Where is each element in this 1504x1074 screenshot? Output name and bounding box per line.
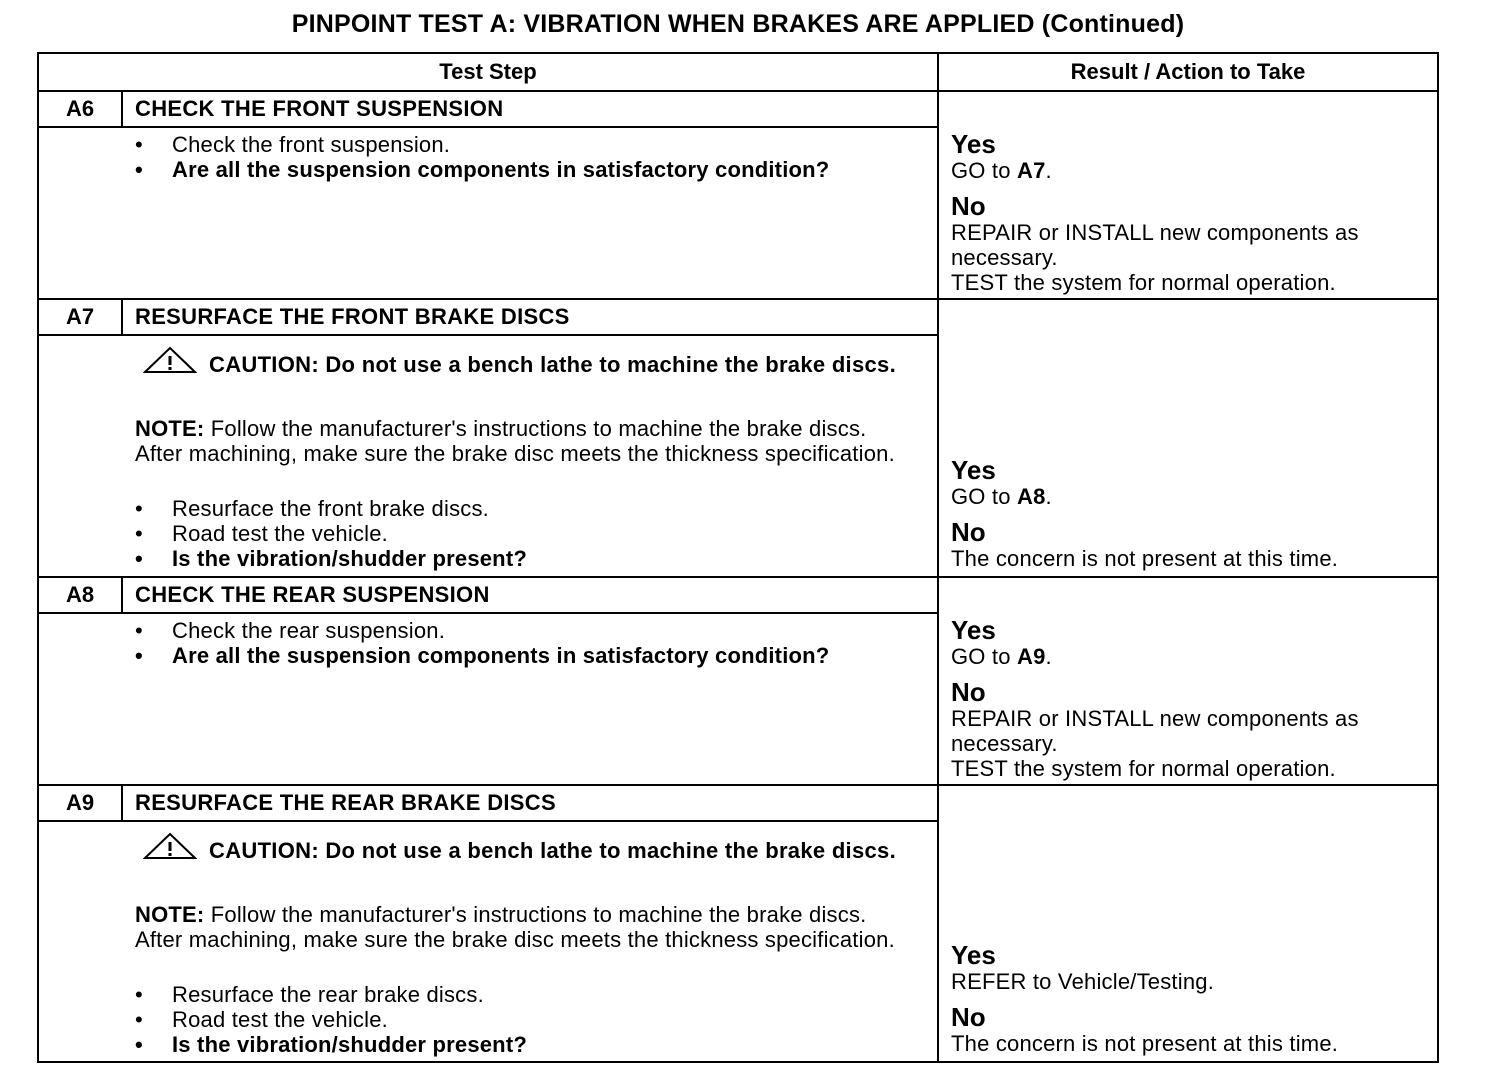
result-block <box>951 616 1431 781</box>
caution-text: CAUTION: Do not use a bench lathe to machine the brake discs. <box>135 832 915 865</box>
warning-triangle-icon <box>143 346 197 379</box>
caution-text: CAUTION: Do not use a bench lathe to machine the brake discs. <box>135 346 915 379</box>
yes-action: GO to A8. <box>951 484 1052 509</box>
no-action-followup: TEST the system for normal operation. <box>951 756 1336 781</box>
list-item: • Is the vibration/shudder present? <box>135 546 527 571</box>
result-cell <box>939 300 1437 576</box>
no-action: REPAIR or INSTALL new components as necessary. <box>951 220 1359 270</box>
no-label: No <box>951 677 986 707</box>
no-label: No <box>951 1002 986 1032</box>
no-label: No <box>951 191 986 221</box>
result-block <box>951 130 1431 295</box>
header-result-action: Result / Action to Take <box>1070 59 1306 84</box>
yes-label: Yes <box>951 940 996 970</box>
list-item: • Are all the suspension components in satisfactory condition? <box>135 643 830 668</box>
page-title: PINPOINT TEST A: VIBRATION WHEN BRAKES ARE APPLIED (Continued) <box>291 10 1185 38</box>
step-body <box>39 614 939 784</box>
list-item: • Resurface the rear brake discs. <box>135 982 484 1007</box>
no-action-followup: TEST the system for normal operation. <box>951 270 1336 295</box>
step-header <box>39 786 939 822</box>
step-body <box>39 336 939 576</box>
step-row-a9 <box>39 786 1437 1061</box>
list-item: • Resurface the front brake discs. <box>135 496 489 521</box>
yes-label: Yes <box>951 129 996 159</box>
step-bullets <box>135 618 855 668</box>
step-row-a8 <box>39 578 1437 786</box>
yes-label: Yes <box>951 455 996 485</box>
table-header <box>39 54 1437 92</box>
yes-action: GO to A7. <box>951 158 1052 183</box>
list-item: • Road test the vehicle. <box>135 521 388 546</box>
yes-action: REFER to Vehicle/Testing. <box>951 969 1215 994</box>
step-row-a6 <box>39 92 1437 300</box>
list-item: • Check the front suspension. <box>135 132 451 157</box>
step-id: A7 <box>39 300 123 334</box>
list-item: • Check the rear suspension. <box>135 618 446 643</box>
step-title: CHECK THE REAR SUSPENSION <box>135 582 490 607</box>
step-header <box>39 578 939 614</box>
header-test-step: Test Step <box>39 54 939 90</box>
result-block <box>951 941 1431 1056</box>
note-text: NOTE: Follow the manufacturer's instructions to machine the brake discs. After machining, make sure the brake disc meets the thickness specification. <box>135 416 895 466</box>
step-title: CHECK THE FRONT SUSPENSION <box>135 96 504 121</box>
note-text: NOTE: Follow the manufacturer's instructions to machine the brake discs. After machining, make sure the brake disc meets the thickness specification. <box>135 902 895 952</box>
step-body <box>39 822 939 1061</box>
step-title: RESURFACE THE FRONT BRAKE DISCS <box>135 304 570 329</box>
step-bullets <box>135 982 855 1057</box>
step-bullets <box>135 132 855 182</box>
no-action: The concern is not present at this time. <box>951 1031 1339 1056</box>
step-title: RESURFACE THE REAR BRAKE DISCS <box>135 790 556 815</box>
no-action: REPAIR or INSTALL new components as necessary. <box>951 706 1359 756</box>
step-body <box>39 128 939 298</box>
step-header <box>39 300 939 336</box>
list-item: • Are all the suspension components in satisfactory condition? <box>135 157 830 182</box>
step-bullets <box>135 496 855 571</box>
step-row-a7 <box>39 300 1437 578</box>
result-cell <box>939 578 1437 784</box>
list-item: • Road test the vehicle. <box>135 1007 388 1032</box>
step-id: A9 <box>39 786 123 820</box>
step-header <box>39 92 939 128</box>
warning-triangle-icon <box>143 832 197 865</box>
no-label: No <box>951 517 986 547</box>
result-cell <box>939 786 1437 1061</box>
step-id: A6 <box>39 92 123 126</box>
list-item: • Is the vibration/shudder present? <box>135 1032 527 1057</box>
pinpoint-test-table <box>37 52 1439 1063</box>
no-action: The concern is not present at this time. <box>951 546 1339 571</box>
result-block <box>951 456 1431 571</box>
result-cell <box>939 92 1437 298</box>
yes-action: GO to A9. <box>951 644 1052 669</box>
step-id: A8 <box>39 578 123 612</box>
yes-label: Yes <box>951 615 996 645</box>
